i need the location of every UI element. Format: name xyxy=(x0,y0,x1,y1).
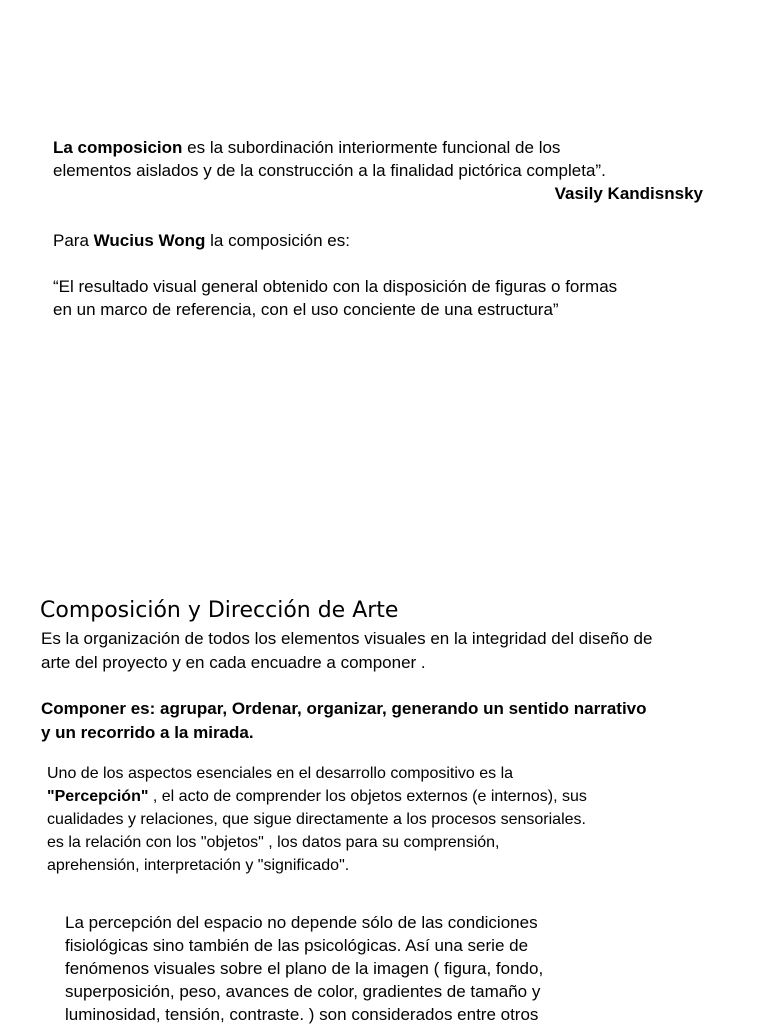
section-title: Composición y Dirección de Arte xyxy=(40,598,399,623)
perception-keyword: "Percepción" xyxy=(47,788,149,805)
perception-line-1: Uno de los aspectos esenciales en el desarrollo compositivo es la xyxy=(47,765,514,782)
definition-line-1: Es la organización de todos los elementos visuales en la integridad del diseño de xyxy=(41,629,653,648)
kandinsky-quote-line-1 xyxy=(53,136,703,159)
perception-line-4: es la relación con los "objetos" , los datos para su comprensión, xyxy=(47,834,500,851)
definition-paragraph xyxy=(41,627,652,675)
wong-intro-prefix: Para xyxy=(53,231,94,250)
space-perception-paragraph xyxy=(65,911,543,1024)
kandinsky-quote xyxy=(53,136,703,205)
definition-line-2: arte del proyecto y en cada encuadre a componer . xyxy=(41,653,426,672)
componer-line-1: Componer es: agrupar, Ordenar, organizar, generando un sentido narrativo xyxy=(41,699,647,718)
wong-intro-suffix: la composición es: xyxy=(205,231,350,250)
perception-line-2 xyxy=(47,785,587,808)
wong-quote-line-2: en un marco de referencia, con el uso conciente de una estructura” xyxy=(53,300,559,319)
perception-line-5: aprehensión, interpretación y "significado". xyxy=(47,857,350,874)
kandinsky-quote-line-2: elementos aislados y de la construcción a la finalidad pictórica completa”. xyxy=(53,161,606,180)
kandinsky-quote-author: Vasily Kandisnsky xyxy=(554,184,703,203)
wong-quote-line-1: “El resultado visual general obtenido con la disposición de figuras o formas xyxy=(53,277,618,296)
space-line-3: fenómenos visuales sobre el plano de la imagen ( figura, fondo, xyxy=(65,959,544,978)
space-line-5: luminosidad, tensión, contraste. ) son considerados entre otros xyxy=(65,1005,539,1024)
perception-line-3: cualidades y relaciones, que sigue directamente a los procesos sensoriales. xyxy=(47,811,586,828)
space-line-2: fisiológicas sino también de las psicológicas. Así una serie de xyxy=(65,936,529,955)
space-line-1: La percepción del espacio no depende sólo de las condiciones xyxy=(65,913,538,932)
perception-paragraph xyxy=(47,762,587,877)
space-line-4: superposición, peso, avances de color, gradientes de tamaño y xyxy=(65,982,541,1001)
kandinsky-quote-line-1-rest: es la subordinación interiormente funcional de los xyxy=(182,138,561,157)
perception-line-2-rest: , el acto de comprender los objetos externos (e internos), sus xyxy=(148,788,587,805)
componer-paragraph xyxy=(41,697,647,745)
wong-intro-name: Wucius Wong xyxy=(93,231,206,250)
wong-intro xyxy=(53,229,350,252)
componer-line-2: y un recorrido a la mirada. xyxy=(41,723,254,742)
kandinsky-quote-bold-lead: La composicion xyxy=(53,138,183,157)
wong-quote xyxy=(53,275,617,321)
